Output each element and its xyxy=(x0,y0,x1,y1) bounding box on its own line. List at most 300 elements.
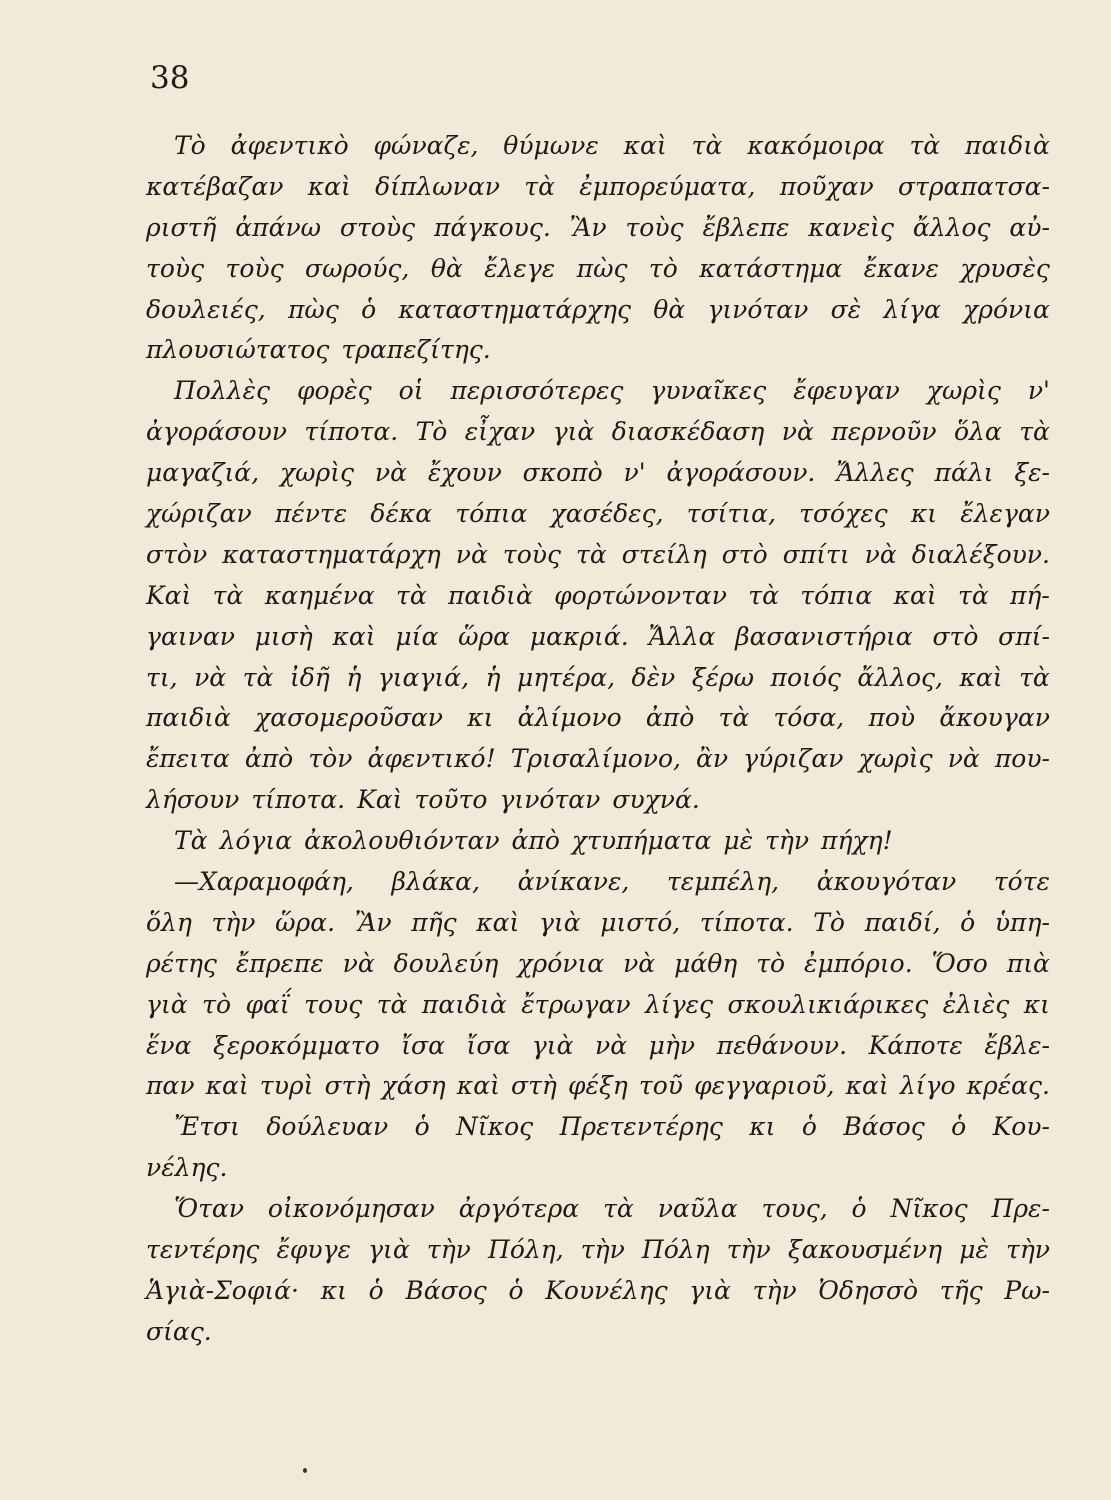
word: πιὰ xyxy=(1006,948,1050,978)
word: Καὶ xyxy=(357,785,403,815)
word: μισὴ xyxy=(254,621,313,651)
word: ὁ xyxy=(851,1194,867,1224)
word: ἀκολουθιόνταν xyxy=(304,826,500,856)
word: χρυσὲς xyxy=(960,253,1050,283)
word: νὰ xyxy=(194,662,227,692)
word: τοὺς xyxy=(225,253,284,283)
word: ὅλη xyxy=(146,907,192,937)
text-line xyxy=(146,1230,1050,1271)
word: ποιός xyxy=(770,662,841,692)
text-line xyxy=(146,1271,1050,1312)
word: τόπια xyxy=(455,499,528,529)
word: ἔφευγαν xyxy=(793,376,900,406)
text-line xyxy=(146,1148,1050,1189)
word: λόγια xyxy=(219,826,293,856)
word: ἐλιὲς xyxy=(942,989,1010,1019)
text-line xyxy=(146,862,1050,903)
word: ἡ xyxy=(485,662,501,692)
word: τοὺς xyxy=(625,212,684,242)
word: ἀνίκανε, xyxy=(517,867,630,897)
word: σκουλικιάρικες xyxy=(727,989,929,1019)
word: στὴ xyxy=(324,1071,371,1101)
text-line xyxy=(146,903,1050,944)
word: τὰ xyxy=(212,580,244,610)
word: αὐ- xyxy=(1009,212,1050,242)
word: ὁ xyxy=(801,1112,817,1142)
word: χωρὶς xyxy=(926,376,1001,406)
word: καὶ xyxy=(845,1071,889,1101)
word: ὁ xyxy=(951,1112,967,1142)
text-line xyxy=(146,453,1050,494)
word: ἔπρεπε xyxy=(235,948,324,978)
word: τὰ xyxy=(957,580,989,610)
text-line xyxy=(146,290,1050,331)
word: ὑπη- xyxy=(994,907,1050,937)
word: ἀφεντικὸ xyxy=(230,131,349,160)
word: νὰ xyxy=(864,539,897,569)
word: γυναῖκες xyxy=(650,376,767,406)
word: τὰ xyxy=(718,703,750,733)
word: νέλης. xyxy=(146,1153,228,1183)
word: τους, xyxy=(761,1194,828,1224)
word: ἀργότερα xyxy=(458,1194,580,1224)
word: τους xyxy=(304,989,363,1019)
word: γιὰ xyxy=(552,417,595,447)
word: χωρὶς xyxy=(858,744,933,774)
word: ὁ xyxy=(960,907,976,937)
word: ἀκουγόταν xyxy=(816,867,957,897)
word: Ρω- xyxy=(1004,1275,1050,1305)
word: διαλέξουν. xyxy=(911,539,1050,569)
word: τσίτια, xyxy=(686,499,776,529)
word: ἔπειτα xyxy=(146,744,230,774)
text-line xyxy=(146,126,1050,167)
word: κακόμοιρα xyxy=(747,131,885,160)
word: τὴν xyxy=(1005,1235,1050,1265)
word: ἔτρωγαν xyxy=(521,989,631,1019)
word: στοὺς xyxy=(339,212,416,242)
word: ἀλίμονο xyxy=(517,703,622,733)
word: καὶ xyxy=(623,131,667,160)
word: τεμπέλη, xyxy=(666,867,780,897)
word: πεθάνουν. xyxy=(716,1030,848,1060)
text-line xyxy=(146,821,1050,862)
word: Κου- xyxy=(992,1112,1050,1142)
text-line xyxy=(146,658,1050,699)
word: Πρε- xyxy=(991,1194,1050,1224)
word: καὶ xyxy=(893,580,937,610)
word: Ἁγιὰ-Σοφιά· xyxy=(146,1275,299,1305)
word: παιδιὰ xyxy=(448,580,533,610)
word: τὴν xyxy=(426,1235,471,1265)
word: βασανιστήρια xyxy=(735,621,913,651)
word: γιὰ xyxy=(531,1030,574,1060)
word: ναῦλα xyxy=(657,1194,738,1224)
word: δούλευαν xyxy=(266,1112,389,1142)
word: θύμωνε xyxy=(503,131,599,160)
text-line xyxy=(146,780,1050,821)
word: μητέρα, xyxy=(517,662,616,692)
word: ἴσα xyxy=(466,1030,511,1060)
word: γιὰ xyxy=(689,1275,731,1305)
word: τραπεζίτης. xyxy=(341,335,491,365)
word: γιὰ xyxy=(368,1235,410,1265)
word: φώναζε, xyxy=(373,131,479,160)
text-line xyxy=(146,535,1050,576)
word: χάση xyxy=(381,1071,446,1101)
word: τὸν xyxy=(308,744,353,774)
word: σπίτι xyxy=(782,539,850,569)
word: δὲν xyxy=(631,662,676,692)
word: ρέτης xyxy=(146,948,217,978)
word: τοῦτο xyxy=(414,785,488,815)
word: πὼς xyxy=(576,253,628,283)
word: τίποτα. xyxy=(304,417,399,447)
word: σκοπὸ xyxy=(522,458,603,488)
text-line xyxy=(146,1189,1050,1230)
word: δέκα xyxy=(370,499,433,529)
word: Πρετεντέρης xyxy=(559,1112,723,1142)
word: τότε xyxy=(993,867,1050,897)
text-line xyxy=(146,1107,1050,1148)
word: ν' xyxy=(1027,376,1050,406)
word: Τρισαλίμονο, xyxy=(510,744,681,774)
word: μιστό, xyxy=(600,907,681,937)
word: περνοῦν xyxy=(831,417,937,447)
word: ποὺ xyxy=(868,703,916,733)
text-line xyxy=(146,371,1050,412)
word: κρέας. xyxy=(966,1071,1050,1101)
word: τὸ xyxy=(202,989,231,1019)
word: Ὅσο xyxy=(931,948,988,978)
word: Ἂν xyxy=(569,212,607,242)
word: κι xyxy=(910,499,938,529)
word: ἀπὸ xyxy=(645,703,695,733)
word: στὸ xyxy=(721,539,768,569)
word: ξεροκόμματο xyxy=(213,1030,380,1060)
word: μάθη xyxy=(674,948,738,978)
word: τὰ xyxy=(1019,662,1050,692)
text-line xyxy=(146,1066,1050,1107)
word: τὸ xyxy=(756,948,786,978)
word: δουλεύη xyxy=(393,948,499,978)
word: σωρούς, xyxy=(305,253,410,283)
text-line xyxy=(146,412,1050,453)
word: φαΐ xyxy=(245,989,290,1019)
word: τὴν xyxy=(752,1275,797,1305)
word: ἡ xyxy=(346,662,362,692)
word: κατάστημα xyxy=(699,253,843,283)
word: ἄλλος xyxy=(912,212,991,242)
word: ὁ xyxy=(361,294,377,324)
word: καταστηματάρχη xyxy=(222,539,441,569)
word: γιὰ xyxy=(146,989,188,1019)
word: Νῖκος xyxy=(890,1194,968,1224)
word: γιαγιά, xyxy=(377,662,470,692)
word: Βάσος xyxy=(405,1275,487,1305)
text-line xyxy=(146,576,1050,617)
word: τίποτα. xyxy=(251,785,346,815)
word: ἄκουγαν xyxy=(939,703,1050,733)
word: Κάποτε xyxy=(868,1030,963,1060)
word: ἀπὸ xyxy=(244,744,294,774)
text-line xyxy=(146,944,1050,985)
word: γιὰ xyxy=(539,907,581,937)
word: ἔχουν xyxy=(427,458,502,488)
word: ἴσα xyxy=(401,1030,445,1060)
word: δουλειές, xyxy=(146,294,266,324)
word: στείλη xyxy=(621,539,707,569)
word: Ἄλλα xyxy=(648,621,716,651)
word: ὥρα xyxy=(458,621,511,651)
word: οἰκονόμησαν xyxy=(267,1194,435,1224)
word: λίγες xyxy=(645,989,714,1019)
word: μὲ xyxy=(723,826,754,856)
word: τὴν xyxy=(726,1235,771,1265)
word: ἀγοράσουν xyxy=(146,417,287,447)
word: ἀφεντικό! xyxy=(367,744,496,774)
word: ὅλα xyxy=(953,417,1002,447)
word: πὼς xyxy=(288,294,339,324)
word: χωρὶς xyxy=(279,458,355,488)
word: τὰ xyxy=(395,580,427,610)
word: πάλι xyxy=(934,458,994,488)
word: περισσότερες xyxy=(450,376,624,406)
word: Ἔτσι xyxy=(174,1112,240,1142)
word: γύριζαν xyxy=(743,744,844,774)
text-line xyxy=(146,698,1050,739)
word: παιδί, xyxy=(864,907,941,937)
word: που- xyxy=(994,744,1050,774)
word: στὸ xyxy=(932,621,979,651)
word: Ὀδησσὸ xyxy=(818,1275,919,1305)
word: Ἄλλες xyxy=(836,458,914,488)
text-line xyxy=(146,330,1050,371)
word: ἔβλεπε xyxy=(702,212,790,242)
word: Πόλη, xyxy=(488,1235,564,1265)
word: πήχη! xyxy=(821,826,893,856)
text-line xyxy=(146,739,1050,780)
word: νὰ xyxy=(342,948,375,978)
word: ἕνα xyxy=(146,1030,192,1060)
word: τεντέρης xyxy=(146,1235,260,1265)
word: τοὺς xyxy=(502,539,561,569)
word: διασκέδαση xyxy=(611,417,765,447)
word: στὸν xyxy=(146,539,208,569)
word: ἀγοράσουν. xyxy=(666,458,816,488)
text-line xyxy=(146,1026,1050,1067)
word: νὰ xyxy=(455,539,488,569)
word: τσόχες xyxy=(799,499,888,529)
word: κι xyxy=(467,703,494,733)
word: ἔβλε- xyxy=(984,1030,1050,1060)
word: Βάσος xyxy=(843,1112,925,1142)
word: τυρὶ xyxy=(259,1071,314,1101)
word: σὲ xyxy=(830,294,862,324)
word: μαγαζιά, xyxy=(146,458,260,488)
word: ἰδῆ xyxy=(289,662,330,692)
word: σίας. xyxy=(146,1316,212,1346)
word: ἀπάνω xyxy=(235,212,322,242)
text-line xyxy=(146,985,1050,1026)
word: μὲ xyxy=(959,1235,989,1265)
word: μὴν xyxy=(648,1030,696,1060)
word: τὰ xyxy=(376,989,408,1019)
word: τοῦ xyxy=(638,1071,683,1101)
word: τὰ xyxy=(691,131,723,160)
word: γινόταν xyxy=(707,294,809,324)
word: πλουσιώτατος xyxy=(146,335,330,365)
word: χρόνια xyxy=(517,948,605,978)
word: τόπια xyxy=(800,580,873,610)
word: πή- xyxy=(1010,580,1050,610)
word: καημένα xyxy=(264,580,375,610)
page-number: 38 xyxy=(150,60,190,96)
word: Πολλὲς xyxy=(174,376,270,406)
word: ὥρα. xyxy=(275,907,336,937)
text-line xyxy=(146,249,1050,290)
word: ὁ xyxy=(368,1275,384,1305)
word: πέντε xyxy=(274,499,348,529)
word: τὰ xyxy=(1019,417,1050,447)
word: στραπατσα- xyxy=(897,171,1050,201)
word: ὁ xyxy=(508,1275,524,1305)
word: χασομεροῦσαν xyxy=(255,703,443,733)
word: οἱ xyxy=(398,376,424,406)
word: καὶ xyxy=(205,1071,249,1101)
word: πάγκους. xyxy=(433,212,551,242)
word: παιδιὰ xyxy=(421,989,507,1019)
word: καὶ xyxy=(332,621,376,651)
word: καὶ xyxy=(456,1071,500,1101)
word: ὁ xyxy=(414,1112,430,1142)
text-line xyxy=(146,167,1050,208)
word: λίγα xyxy=(883,294,941,324)
word: ἂν xyxy=(696,744,729,774)
word: καὶ xyxy=(307,171,351,201)
word: Τὸ xyxy=(174,131,206,160)
word: τὴν xyxy=(765,826,810,856)
word: γινόταν xyxy=(499,785,601,815)
word: καταστηματάρχης xyxy=(398,294,631,324)
word: χασέδες, xyxy=(550,499,664,529)
word: καὶ xyxy=(476,907,520,937)
word: κατέβαζαν xyxy=(146,171,284,201)
word: φέξη xyxy=(568,1071,628,1101)
word: λίγο xyxy=(899,1071,956,1101)
word: ξε- xyxy=(1014,458,1050,488)
word: κι xyxy=(320,1275,347,1305)
word: τόσα, xyxy=(773,703,845,733)
word: τοὺς xyxy=(146,253,205,283)
text-line xyxy=(146,494,1050,535)
word: νὰ xyxy=(595,1030,628,1060)
word: τὰ xyxy=(909,131,941,160)
word: λήσουν xyxy=(146,785,240,815)
word: Ὅταν xyxy=(174,1194,245,1224)
word: ν' xyxy=(623,458,646,488)
word: Τὸ xyxy=(415,417,448,447)
word: τὰ xyxy=(576,539,607,569)
word: τὰ xyxy=(524,171,555,201)
word: πῆς xyxy=(411,907,457,937)
word: φορτώνονταν xyxy=(554,580,727,610)
word: ἔλεγαν xyxy=(960,499,1050,529)
word: σπί- xyxy=(998,621,1050,651)
word: χώριζαν xyxy=(146,499,252,529)
word: συχνά. xyxy=(612,785,700,815)
word: κι xyxy=(749,1112,776,1142)
word: τὰ xyxy=(242,662,274,692)
word: στὴ xyxy=(511,1071,557,1101)
word: τὰ xyxy=(603,1194,634,1224)
word: νὰ xyxy=(947,744,980,774)
word: μακριά. xyxy=(529,621,629,651)
word: Τὰ xyxy=(174,826,208,856)
word: ξακουσμένη xyxy=(787,1235,943,1265)
word: νὰ xyxy=(374,458,407,488)
word: χτυπήματα xyxy=(571,826,712,856)
word: ἐμπορεύματα, xyxy=(579,171,756,201)
word: μία xyxy=(395,621,439,651)
word: τι, xyxy=(146,662,178,692)
word: θὰ xyxy=(653,294,686,324)
word: παν xyxy=(146,1071,195,1101)
word: Καὶ xyxy=(146,580,192,610)
word: τὸ xyxy=(648,253,678,283)
word: θὰ xyxy=(430,253,463,283)
word: ποῦχαν xyxy=(779,171,874,201)
word: καὶ xyxy=(959,662,1003,692)
word: τὴν xyxy=(211,907,256,937)
word: κανεὶς xyxy=(808,212,894,242)
word: τὴν xyxy=(580,1235,625,1265)
text-line xyxy=(146,1312,1050,1353)
word: ξέρω xyxy=(691,662,755,692)
word: εἶχαν xyxy=(464,417,536,447)
word: παιδιὰ xyxy=(965,131,1050,160)
word: ἔφυγε xyxy=(276,1235,351,1265)
word: κι xyxy=(1023,989,1050,1019)
word: ριστῆ xyxy=(146,212,217,242)
word: τίποτα. xyxy=(699,907,794,937)
word: τὰ xyxy=(748,580,779,610)
word: Πόλη xyxy=(641,1235,710,1265)
word: δίπλωναν xyxy=(375,171,500,201)
word: ἄλλος, xyxy=(857,662,943,692)
word: Τὸ xyxy=(813,907,845,937)
word: Νῖκος xyxy=(456,1112,534,1142)
word: χρόνια xyxy=(963,294,1050,324)
body-text xyxy=(146,126,1050,1353)
word: Ἂν xyxy=(354,907,392,937)
word: νὰ xyxy=(781,417,814,447)
text-line xyxy=(146,208,1050,249)
text-line xyxy=(146,617,1050,658)
word: ἀπὸ xyxy=(511,826,560,856)
ink-speck xyxy=(303,1468,307,1473)
word: —Χαραμοφάη, xyxy=(174,867,354,897)
word: βλάκα, xyxy=(391,867,480,897)
word: παιδιὰ xyxy=(146,703,231,733)
word: γαιναν xyxy=(146,621,235,651)
word: τῆς xyxy=(939,1275,983,1305)
word: Κουνέλης xyxy=(545,1275,668,1305)
word: φορὲς xyxy=(296,376,372,406)
word: ἐμπόριο. xyxy=(804,948,913,978)
word: ἔκανε xyxy=(863,253,939,283)
word: νὰ xyxy=(623,948,656,978)
